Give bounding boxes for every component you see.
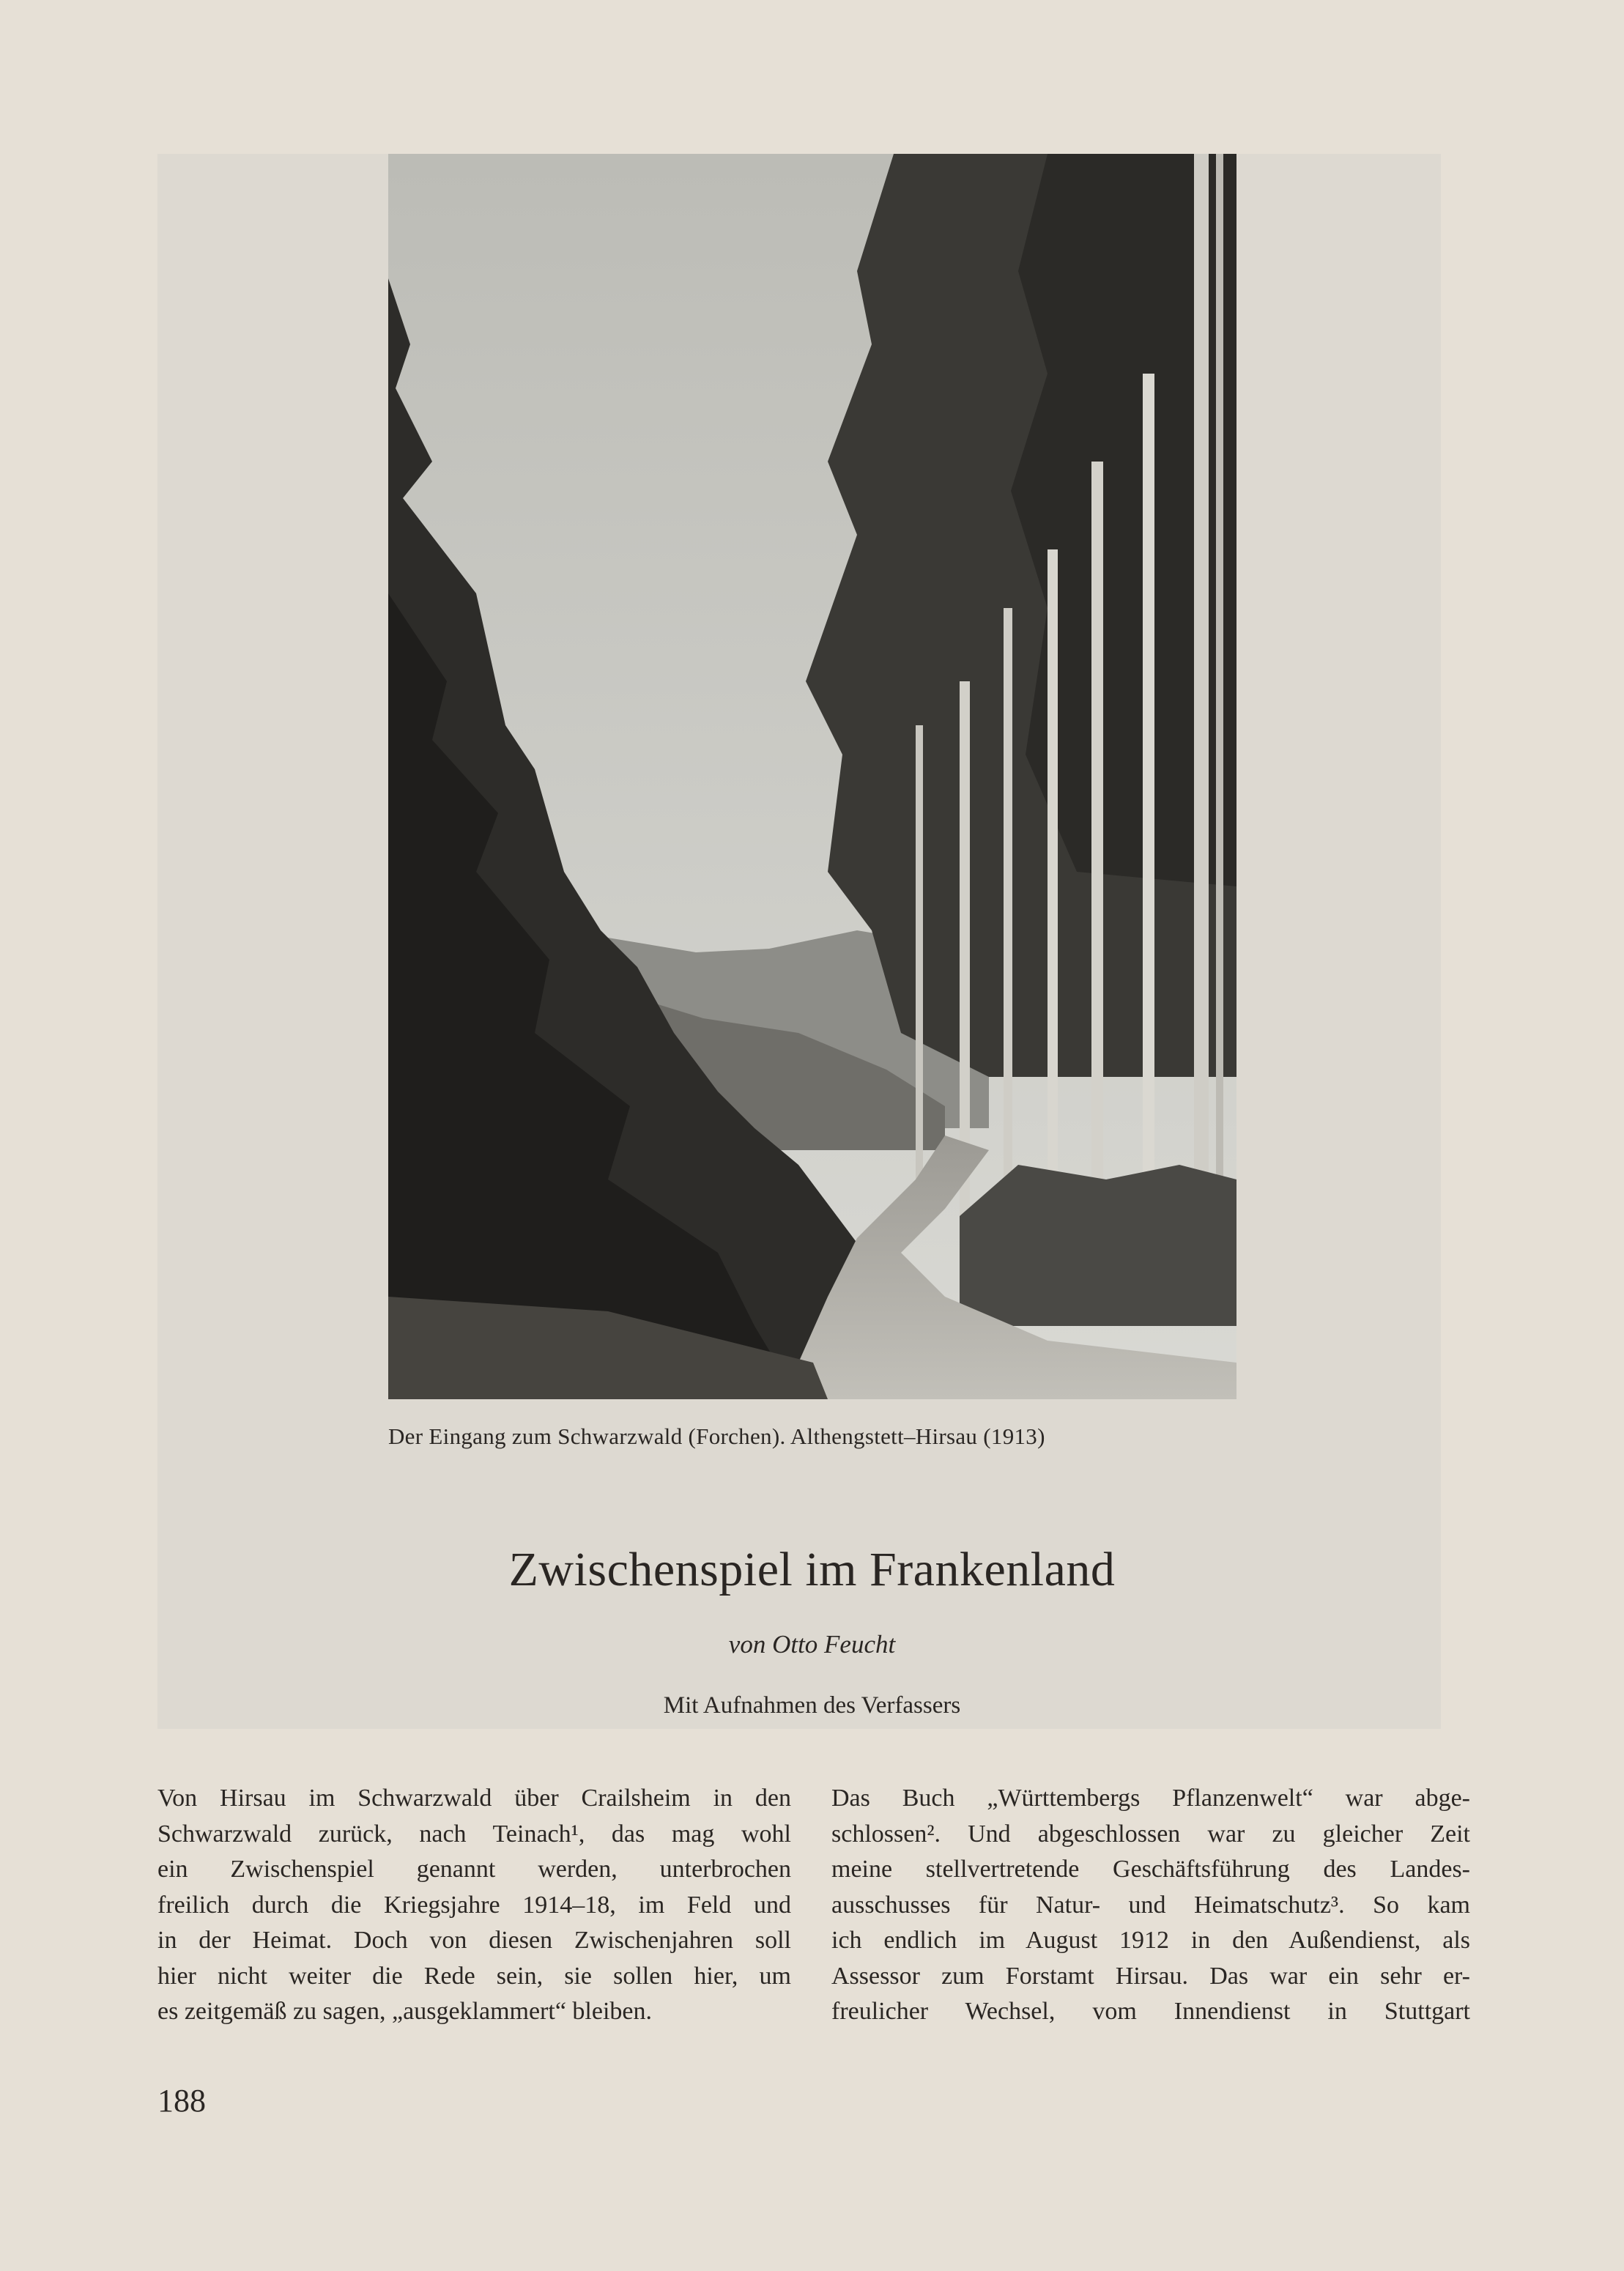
text-line: schlossen². Und abgeschlossen war zu gleicher Zeit	[831, 1820, 1470, 1848]
text-line: ausschusses für Natur- und Heimatschutz³. So kam	[831, 1891, 1470, 1919]
body-column-left	[157, 1781, 791, 2030]
body-column-right	[831, 1781, 1470, 2030]
page-number: 188	[157, 2083, 206, 2119]
text-line: meine stellvertretende Geschäftsführung des Landes-	[831, 1856, 1470, 1883]
forest-road-photo	[388, 154, 1236, 1399]
article-title: Zwischenspiel im Frankenland	[508, 1543, 1116, 1596]
text-line: hier nicht weiter die Rede sein, sie sollen hier, um	[157, 1962, 791, 1990]
text-line: es zeitgemäß zu sagen, „ausgeklammert“ bleiben.	[157, 1998, 652, 2025]
text-line: Schwarzwald zurück, nach Teinach¹, das mag wohl	[157, 1820, 791, 1848]
photo-caption: Der Eingang zum Schwarzwald (Forchen). Althengstett–Hirsau (1913)	[388, 1423, 1045, 1449]
article-subtitle: Mit Aufnahmen des Verfassers	[663, 1692, 961, 1719]
text-line: ich endlich im August 1912 in den Außendienst, als	[831, 1927, 1470, 1954]
article-byline: von Otto Feucht	[728, 1630, 896, 1659]
text-line: in der Heimat. Doch von diesen Zwischenjahren soll	[157, 1927, 791, 1954]
forest-road-illustration	[388, 154, 1236, 1399]
text-line: Das Buch „Württembergs Pflanzenwelt“ war abge-	[831, 1785, 1470, 1812]
text-line: freilich durch die Kriegsjahre 1914–18, im Feld und	[157, 1891, 791, 1919]
text-line: freulicher Wechsel, vom Innendienst in Stuttgart	[831, 1998, 1470, 2025]
text-line: ein Zwischenspiel genannt werden, unterbrochen	[157, 1856, 791, 1883]
text-line: Von Hirsau im Schwarzwald über Crailsheim in den	[157, 1785, 791, 1812]
text-line: Assessor zum Forstamt Hirsau. Das war ein sehr er-	[831, 1962, 1470, 1990]
